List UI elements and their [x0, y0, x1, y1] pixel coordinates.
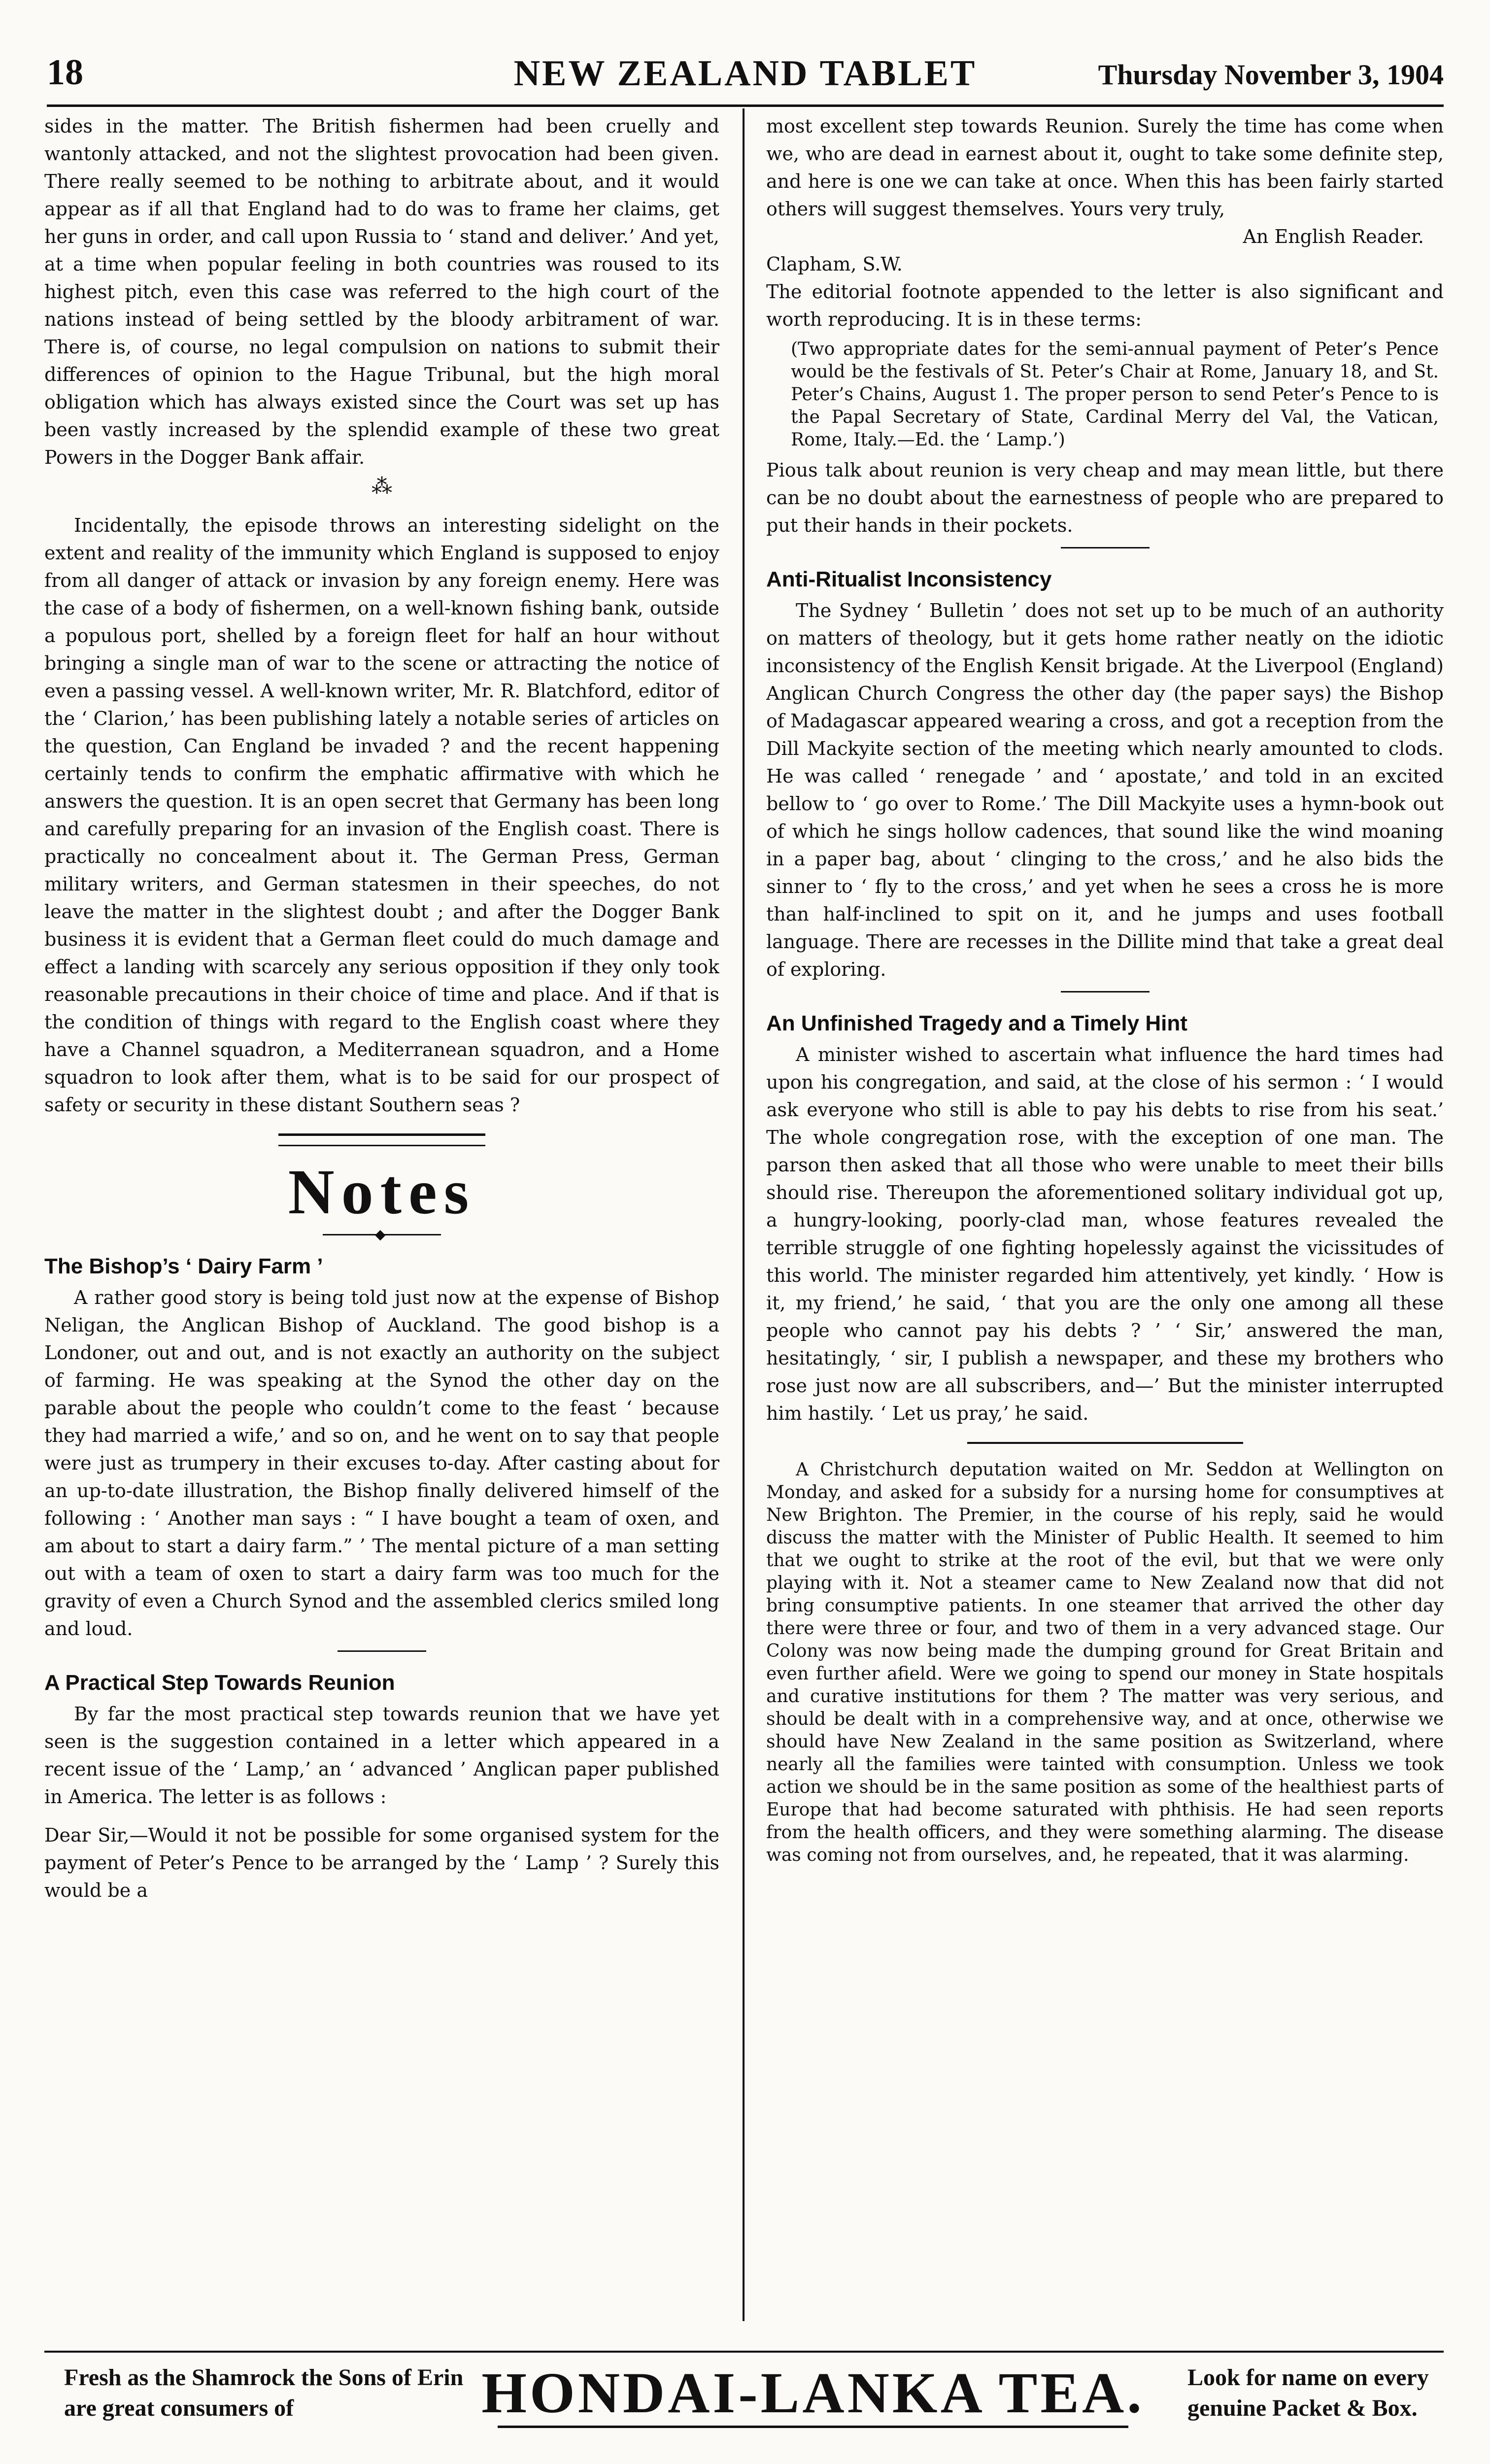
article-paragraph: By far the most practical step towards reunion that we have yet seen is the suggestion contained in a letter which appeared in a recent issue of the ‘ Lamp,’ an ‘ advanced ’ Anglican paper published in America. The letter is as follows : — [44, 1703, 719, 1808]
article-paragraph: A Christchurch deputation waited on Mr. Seddon at Wellington on Monday, and asked for a subsidy for a nursing home for consumptives at New Brighton. The Premier, in the course of his reply, said he would discuss the matter with the Minister of Public Health. It seemed to him that we ought to strike at the root of the evil, but that we were only playing with it. Not a steamer came to New Zealand now that did not bring consumptive patients. In one steamer that arrived the other day there were three or four, and two of them in a very advanced stage. Our Colony was now being made the dumping ground for Great Britain and even further afield. Were we going to spend our money in State hospitals and curative institutions for them ? The matter was very serious, and should be dealt with in a comprehensive way, and at once, otherwise we should have New Zealand in the same position as Switzerland, where nearly all the families were tainted with consumption. Unless we took action we should be in the same position as some of the healthiest parts of Europe that had become saturated with phthisis. He had seen reports from the health officers, and they were something alarming. The disease was coming not from ourselves, and, he repeated, that it was alarming. — [766, 1460, 1444, 1865]
headline-ritualist: Anti-Ritualist Inconsistency — [766, 567, 1052, 591]
paragraph-ornament: ⁂ — [372, 474, 392, 498]
separator-rule — [1061, 991, 1150, 992]
article-paragraph: A minister wished to ascertain what influence the hard times had upon his congregation, and said, at the close of his sermon : ‘ I would ask everyone who still is able to pay his debts to rise from his seat.’ The whole congregation rose, with the exception of one man. The parson then asked that all those who were unable to meet their bills should rise. Thereupon the aforementioned solitary individual got up, a hungry-looking, poorly-clad man, whose features revealed the terrible struggle of one fighting hopelessly against the vicissitudes of this world. The minister regarded him attentively, yet kindly. ‘ How is it, my friend,’ he said, ‘ that you are the only one among all these people who cannot pay his debts ? ’ ‘ Sir,’ answered the man, hesitatingly, ‘ sir, I publish a newspaper, and these my brothers who rose just now are all subscribers, and—’ But the minister interrupted him hastily. ‘ Let us pray,’ he said. — [766, 1044, 1444, 1424]
advert-left-text: Fresh as the Shamrock the Sons of Erin are great consumers of — [64, 2364, 464, 2421]
right-column — [766, 112, 1444, 2320]
advert-right-text: Look for name on every genuine Packet & Box. — [1187, 2364, 1429, 2421]
section-title-notes: Notes — [288, 1157, 476, 1228]
headline-reunion: A Practical Step Towards Reunion — [44, 1671, 395, 1695]
headline-bishop: The Bishop’s ‘ Dairy Farm ’ — [44, 1254, 323, 1278]
letter-place: Clapham, S.W. — [766, 253, 903, 275]
publication-title: NEW ZEALAND TABLET — [513, 53, 977, 94]
article-paragraph: A rather good story is being told just now at the expense of Bishop Neligan, the Anglican Bishop of Auckland. The good bishop is a Londoner, out and out, and is not exactly an authority on the subject of farming. He was speaking at the Synod the other day on the parable about the people who couldn’t come to the feast ‘ because they had married a wife,’ and so on, and he went on to say that people were just as trumpery in their excuses to-day. After casting about for an up-to-date illustration, the Bishop finally delivered himself of the following : ‘ Another man says : “ I have bought a team of oxen, and am about to start a dairy farm.” ’ The mental picture of a man setting out with a team of oxen to start a dairy farm was too much for the gravity of even a Church Synod and the assembled clerics smiled long and loud. — [44, 1287, 719, 1640]
advert-underline — [498, 2426, 1128, 2428]
separator-rule — [338, 1650, 426, 1652]
diamond-icon: ◆ — [375, 1226, 386, 1242]
separator-rule — [967, 1442, 1243, 1444]
advert-brand: HONDAI-LANKA TEA. — [481, 2361, 1145, 2425]
issue-date: Thursday November 3, 1904 — [1098, 59, 1444, 91]
header-rule — [47, 104, 1444, 107]
left-column — [44, 112, 719, 2320]
article-paragraph: Incidentally, the episode throws an interesting sidelight on the extent and reality of the immunity which England is supposed to enjoy from all danger of attack or invasion by any foreign enemy. Here was the case of a body of fishermen, on a well-known fishing bank, outside a populous port, shelled by a foreign fleet for half an hour without bringing a single man of war to the scene or attracting the notice of even a passing vessel. A well-known writer, Mr. R. Blatchford, editor of the ‘ Clarion,’ has been publishing lately a notable series of articles on the question, Can England be invaded ? and the recent happening certainly tends to confirm the emphatic affirmative with which he answers the question. It is an open secret that Germany has been long and carefully preparing for an invasion of the English coast. There is practically no concealment about it. The German Press, German military writers, and German statesmen in their speeches, do not leave the matter in the slightest doubt ; and after the Dogger Bank business it is evident that a German fleet could do much damage and effect a landing with scarcely any serious opposition if they only took reasonable precautions in their choice of time and place. And if that is the condition of things with regard to the English coast where they have a Channel squadron, a Mediterranean squadron, and a Home squadron to look after them, what is to be said for our prospect of safety or security in these distant Southern seas ? — [44, 514, 719, 1116]
double-rule — [278, 1133, 485, 1146]
separator-rule — [1061, 547, 1150, 548]
article-paragraph: sides in the matter. The British fishermen had been cruelly and wantonly attacked, and not the slightest provocation had been given. There really seemed to be nothing to arbitrate about, and it would appear as if all that England had to do was to frame her claims, get her guns in order, and call upon Russia to ‘ stand and deliver.’ And yet, at a time when popular feeling in both countries was roused to its highest pitch, even this case was referred to the high court of the nations instead of being settled by the bloody arbitrament of war. There is, of course, no legal compulsion on nations to submit their differences of opinion to the Hague Tribunal, but the high moral obligation which has always existed since the Court was set up has been vastly increased by the splendid example of these two great Powers in the Dogger Bank affair. — [44, 115, 719, 468]
headline-tragedy: An Unfinished Tragedy and a Timely Hint — [766, 1011, 1187, 1035]
advertisement-banner — [44, 2351, 1444, 2451]
article-paragraph: Pious talk about reunion is very cheap and may mean little, but there can be no doubt about the earnestness of people who are prepared to put their hands in their pockets. — [766, 459, 1444, 536]
letter-paragraph: most excellent step towards Reunion. Surely the time has come when we, who are dead in earnest about it, ought to take some definite step, and here is one we can take at once. When this has been fairly started others will suggest themselves. Yours very truly, — [766, 115, 1444, 220]
letter-paragraph: Dear Sir,—Would it not be possible for some organised system for the payment of Peter’s Pence to be arranged by the ‘ Lamp ’ ? Surely this would be a — [44, 1824, 719, 1901]
letter-signature: An English Reader. — [1243, 226, 1424, 247]
article-paragraph: The editorial footnote appended to the letter is also significant and worth reproducing. It is in these terms: — [766, 281, 1444, 330]
article-paragraph: The Sydney ‘ Bulletin ’ does not set up to be much of an authority on matters of theology, but it gets home rather neatly on the idiotic inconsistency of the English Kensit brigade. At the Liverpool (England) Anglican Church Congress the other day (the paper says) the Bishop of Madagascar appeared wearing a cross, and got a reception from the Dill Mackyite section of the meeting which nearly amounted to clods. He was called ‘ renegade ’ and ‘ apostate,’ and told in an excited bellow to ‘ go over to Rome.’ The Dill Mackyite uses a hymn-book out of which he sings hollow cadences, that sound like the wind moaning in a paper bag, about ‘ clinging to the cross,’ and he also bids the sinner to ‘ fly to the cross,’ and yet when he sees a cross he is more than half-inclined to spit on it, and he jumps and uses football language. There are recesses in the Dillite mind that take a great deal of exploring. — [766, 600, 1444, 980]
masthead — [47, 45, 1444, 104]
diamond-rule — [323, 1226, 441, 1242]
column-divider — [743, 108, 745, 2321]
page-number: 18 — [47, 52, 83, 93]
editor-footnote: (Two appropriate dates for the semi-annual payment of Peter’s Pence would be the festivals of St. Peter’s Chair at Rome, January 18, and St. Peter’s Chains, August 1. The proper person to send Peter’s Pence to is the Papal Secretary of State, Cardinal Merry del Val, the Vatican, Rome, Italy.—Ed. the ‘ Lamp.’) — [791, 339, 1439, 450]
